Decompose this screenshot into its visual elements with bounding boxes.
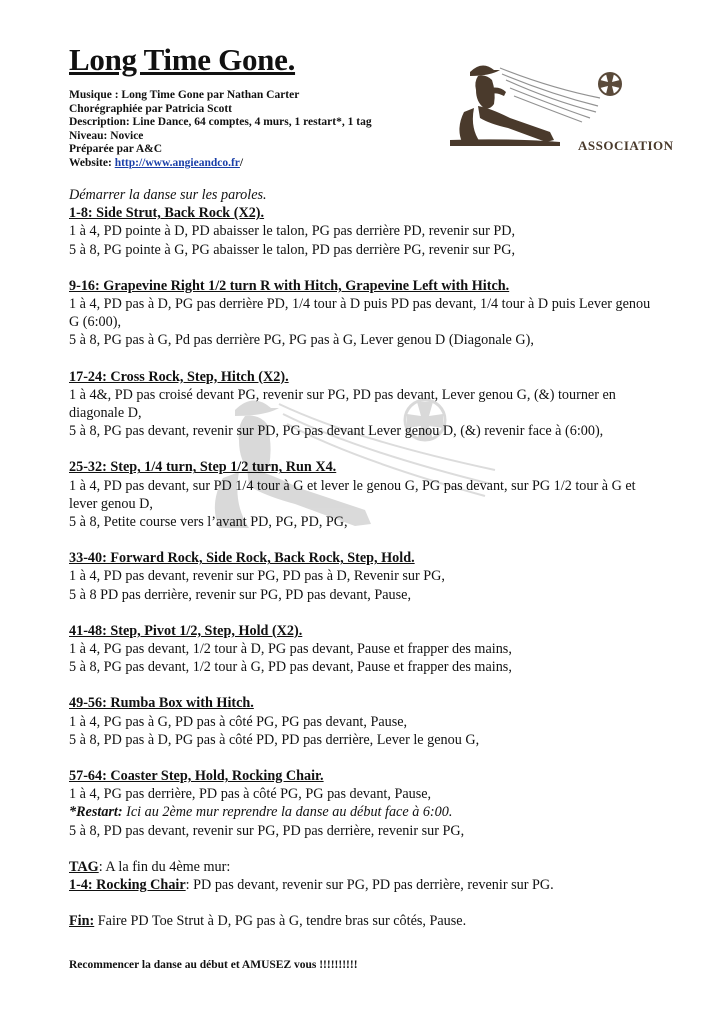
step-line: 5 à 8, PD pas devant, revenir sur PG, PD pas derrière, revenir sur PG, [69,822,465,839]
step-line: 5 à 8, PG pointe à G, PG abaisser le talon, PD pas derrière PG, revenir sur PG, [69,241,516,258]
website-label: Website: [69,156,115,169]
step-line: 5 à 8, Petite course vers l’avant PD, PG, PD, PG, [69,514,348,531]
restart-label: *Restart: [69,804,123,821]
step-line: 1 à 4, PG pas devant, 1/2 tour à D, PG pas devant, Pause et frapper des mains, [69,641,512,658]
step-line: 1 à 4, PG pas derrière, PD pas à côté PG, PG pas devant, Pause, [69,786,432,803]
website-info [69,157,372,171]
section-title: 49-56: Rumba Box with Hitch. [69,695,254,712]
section-title: 1-8: Side Strut, Back Rock (X2). [69,205,265,222]
cowboy-sitting-logo [450,58,674,158]
logo-association-text: ASSOCIATION [578,138,674,153]
music-info: Musique : Long Time Gone par Nathan Carter [69,89,300,101]
tag-sub-text: : PD pas devant, revenir sur PG, PD pas derrière, revenir sur PG. [185,877,554,894]
step-line: 1 à 4, PD pointe à D, PD abaisser le talon, PG pas derrière PD, revenir sur PD, [69,223,516,240]
section-9-16 [69,277,659,350]
prepared-by-info: Préparée par A&C [69,143,163,156]
section-57-64 [69,767,659,840]
website-suffix: / [239,156,244,169]
tag-sub-label: 1-4: Rocking Chair [69,877,186,894]
step-line: 5 à 8, PG pas à G, Pd pas derrière PG, PG pas à G, Lever genou D (Diagonale G), [69,332,534,349]
tag-section [69,858,659,894]
section-1-8 [69,204,659,259]
section-title: 33-40: Forward Rock, Side Rock, Back Rock, Step, Hold. [69,550,415,567]
fin-label: Fin: [69,913,95,930]
section-title: 17-24: Cross Rock, Step, Hitch (X2). [69,368,289,385]
step-line: 1 à 4, PG pas à G, PD pas à côté PG, PG pas devant, Pause, [69,713,408,730]
restart-note [69,803,659,821]
dance-steps [69,186,659,931]
section-41-48 [69,622,659,677]
tag-step-line [69,876,659,894]
fin-line [69,912,659,930]
section-33-40 [69,549,659,604]
step-line: 5 à 8, PD pas à D, PG pas à côté PD, PD pas derrière, Lever le genou G, [69,731,480,748]
level-info: Niveau: Novice [69,129,144,142]
section-49-56 [69,694,659,749]
step-line: 5 à 8, PG pas devant, 1/2 tour à G, PD pas devant, Pause et frapper des mains, [69,659,512,676]
section-title: 41-48: Step, Pivot 1/2, Step, Hold (X2). [69,622,303,639]
step-line: 5 à 8 PD pas derrière, revenir sur PG, PD pas devant, Pause, [69,586,411,603]
footer-note: Recommencer la danse au début et AMUSEZ vous !!!!!!!!!! [69,959,358,971]
section-title: 9-16: Grapevine Right 1/2 turn R with Hitch, Grapevine Left with Hitch. [69,277,510,294]
fin-text: Faire PD Toe Strut à D, PG pas à G, tendre bras sur côtés, Pause. [94,913,467,930]
tag-line [69,858,659,876]
step-line: 1 à 4, PD pas devant, sur PD 1/4 tour à G et lever le genou G, PG pas devant, sur PG 1/2 tour à G et lever genou D, [69,477,636,512]
tag-label: TAG [69,858,99,875]
section-25-32 [69,458,659,531]
section-title: 25-32: Step, 1/4 turn, Step 1/2 turn, Run X4. [69,459,337,476]
step-line: 5 à 8, PG pas devant, revenir sur PD, PG pas devant Lever genou D, (&) revenir face à (6:00), [69,423,604,440]
choreographer-info: Chorégraphiée par Patricia Scott [69,102,232,115]
tag-text: : A la fin du 4ème mur: [98,858,231,875]
step-line: 1 à 4, PD pas devant, revenir sur PG, PD pas à D, Revenir sur PG, [69,568,445,585]
dance-title: Long Time Gone. [69,42,296,77]
section-17-24 [69,368,659,441]
step-line: 1 à 4, PD pas à D, PG pas derrière PD, 1/4 tour à D puis PD pas devant, 1/4 tour à D puis Lever genou G (6:00), [69,296,651,331]
restart-text: Ici au 2ème mur reprendre la danse au début face à 6:00. [122,804,453,821]
section-title: 57-64: Coaster Step, Hold, Rocking Chair. [69,768,324,785]
dance-header-info [69,89,372,171]
description-info: Description: Line Dance, 64 comptes, 4 murs, 1 restart*, 1 tag [69,116,372,129]
step-line: 1 à 4&, PD pas croisé devant PG, revenir sur PG, PD pas devant, Lever genou G, (&) tourner en diagonale D, [69,386,616,422]
cross-emblem-icon [599,73,621,95]
website-link[interactable]: http://www.angieandco.fr [114,156,240,169]
intro-text: Démarrer la danse sur les paroles. [69,187,267,203]
